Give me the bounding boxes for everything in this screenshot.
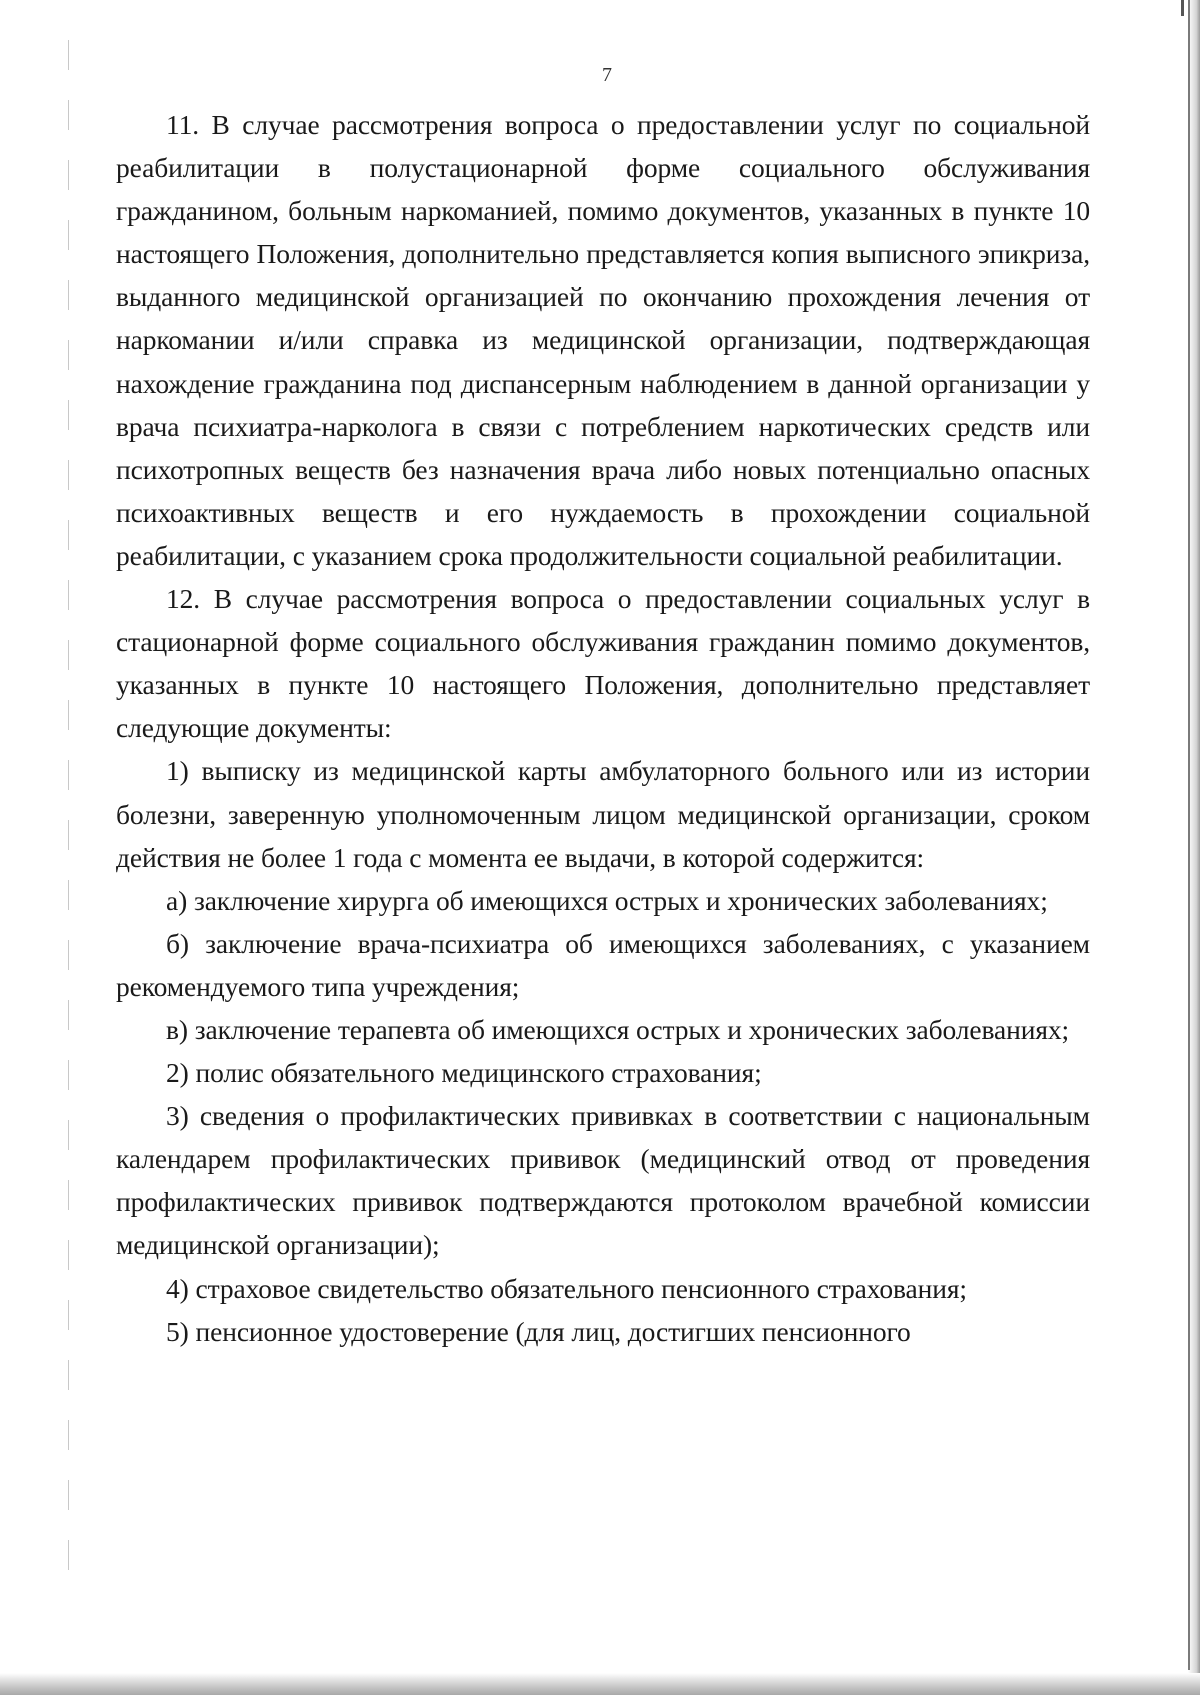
list-item-1a: а) заключение хирурга об имеющихся острых и хронических заболеваниях; xyxy=(166,884,1048,916)
list-item-1b: б) заключение врача-психиатра об имеющихся заболеваниях, с указанием рекомендуемого типа учреждения; xyxy=(116,927,1090,1002)
paragraph-12: 12. В случае рассмотрения вопроса о предоставлении социальных услуг в стационарной форме социального обслуживания гражданин помимо документов, указанных в пункте 10 настоящего Положения, дополнительно представляет следующие документы: xyxy=(116,583,1090,744)
scan-bottom-edge xyxy=(0,1673,1200,1695)
list-item-1c: в) заключение терапевта об имеющихся острых и хронических заболеваниях; xyxy=(166,1013,1070,1045)
scan-left-shadow xyxy=(68,40,69,1600)
list-item-3: 3) сведения о профилактических прививках в соответствии с национальным календарем профилактических прививок (медицинский отвод от проведения профилактических прививок подтверждаются протоколом врачебной комиссии медицинской организации); xyxy=(116,1100,1090,1261)
list-item-1: 1) выписку из медицинской карты амбулаторного больного или из истории болезни, заверенную уполномоченным лицом медицинской организации, сроком действия не более 1 года с момента ее выдачи, в которой содержится: xyxy=(116,755,1090,873)
page-number: 7 xyxy=(602,64,612,86)
document-body xyxy=(116,103,1090,1353)
scan-corner-mark xyxy=(1181,0,1184,16)
scan-right-edge-line xyxy=(1188,0,1190,1670)
list-item-2: 2) полис обязательного медицинского страхования; xyxy=(166,1057,762,1089)
paragraph-11: 11. В случае рассмотрения вопроса о предоставлении услуг по социальной реабилитации в полустационарной форме социального обслуживания гражданином, больным наркоманией, помимо документов, указанных в пункте 10 настоящего Положения, дополнительно представляется копия выписного эпикриза, выданного медицинской организацией по окончанию прохождения лечения от наркомании и/или справка из медицинской организации, подтверждающая нахождение гражданина под диспансерным наблюдением в данной организации у врача психиатра-нарколога в связи с потреблением наркотических средств или психотропных веществ без назначения врача либо новых потенциально опасных психоактивных веществ и его нуждаемость в прохождении социальной реабилитации, с указанием срока продолжительности социальной реабилитации. xyxy=(116,109,1090,571)
list-item-4: 4) страховое свидетельство обязательного пенсионного страхования; xyxy=(166,1272,967,1304)
list-item-5: 5) пенсионное удостоверение (для лиц, достигших пенсионного xyxy=(166,1315,911,1347)
